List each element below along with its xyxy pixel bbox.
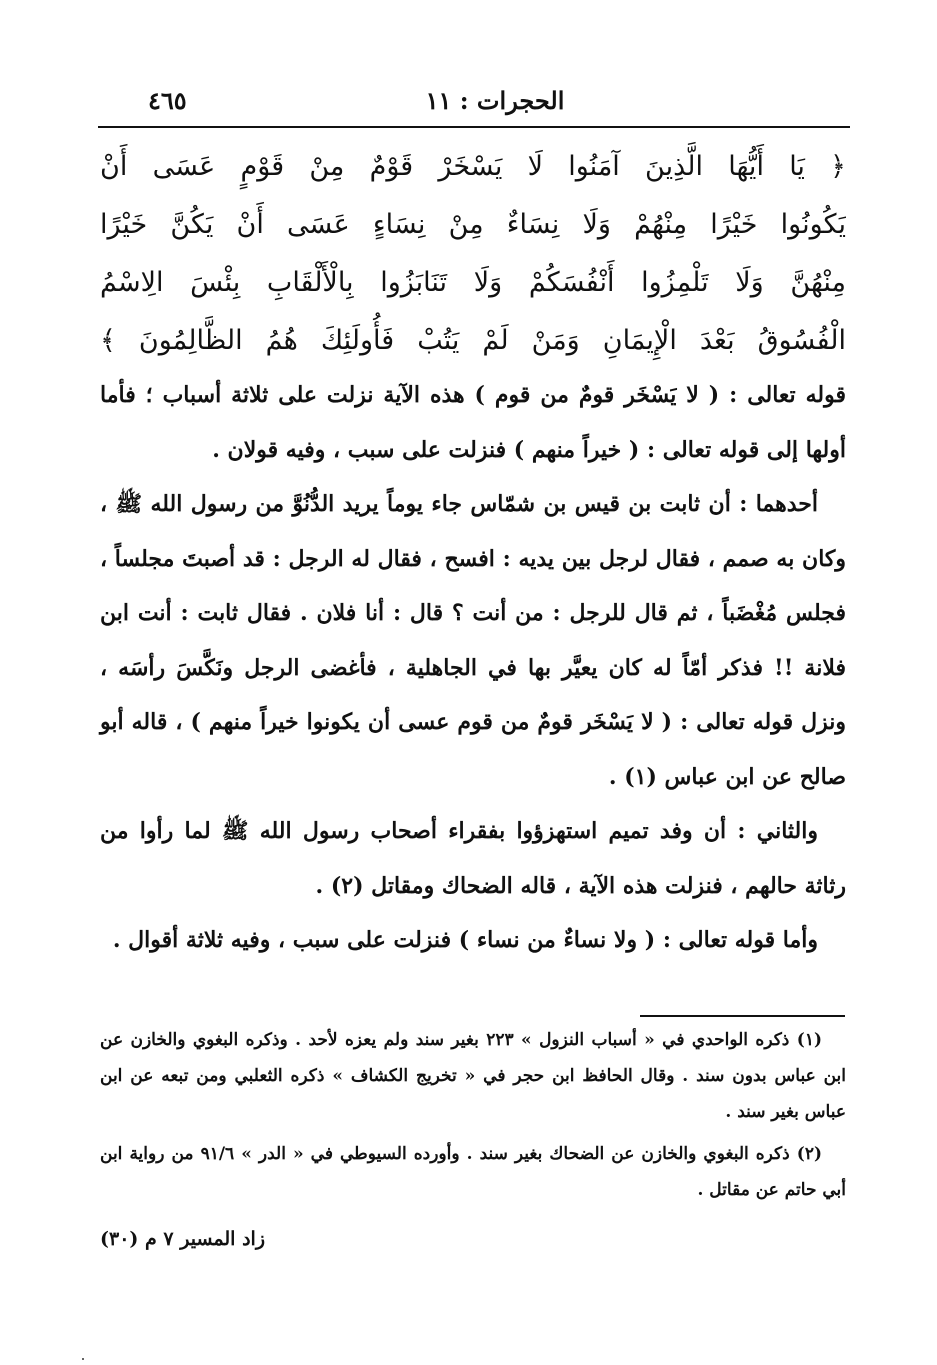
commentary-paragraph: قوله تعالى : ( لا يَسْخَر قومٌ من قوم ) هذه الآية نزلت على ثلاثة أسباب ؛ فأما أولها إلى قوله تعالى : ( خيراً منهم ) فنزلت على سبب ، وفيه قولان . xyxy=(100,382,846,463)
verse-line: ﴿ يَا أَيُّهَا الَّذِينَ آمَنُوا لَا يَسْخَرْ قَوْمٌ مِنْ قَوْمٍ عَسَى أَنْ xyxy=(100,151,846,182)
commentary-paragraph: والثاني : أن وفد تميم استهزؤوا بفقراء أصحاب رسول الله ﷺ لما رأوا من رثاثة حالهم ، فنزلت هذه الآية ، قاله الضحاك ومقاتل (٢) . xyxy=(100,818,846,899)
footnote: (٢) ذكره البغوي والخازن عن الضحاك بغير سند . وأورده السيوطي في « الدر » ٩١/٦ من رواية ابن أبي حاتم عن مقاتل . xyxy=(100,1144,846,1200)
footnote-rule xyxy=(640,1015,845,1017)
print-signature: زاد المسير ٧ م (٣٠) xyxy=(100,1228,265,1250)
page-number: ٤٦٥ xyxy=(148,86,187,115)
header-rule xyxy=(98,126,850,128)
verse-line: الْفُسُوقُ بَعْدَ الْإِيمَانِ وَمَنْ لَمْ يَتُبْ فَأُولَئِكَ هُمُ الظَّالِمُونَ ﴾ xyxy=(100,325,846,356)
commentary-paragraph: وأما قوله تعالى : ( ولا نساءٌ من نساء ) فنزلت على سبب ، وفيه ثلاثة أقوال . xyxy=(112,927,818,953)
verse-line: يَكُونُوا خَيْرًا مِنْهُمْ وَلَا نِسَاءٌ مِنْ نِسَاءٍ عَسَى أَنْ يَكُنَّ خَيْرًا xyxy=(100,209,846,240)
quran-verse xyxy=(100,138,846,370)
footnote: (١) ذكره الواحدي في « أسباب النزول » ٢٢٣ بغير سند ولم يعزه لأحد . وذكره البغوي والخازن عن ابن عباس بدون سند . وقال الحافظ ابن حجر في « تخريج الكشاف » ذكره الثعلبي ومن تبعه عن ابن عباس بغير سند . xyxy=(100,1030,846,1122)
commentary-body xyxy=(100,368,846,968)
verse-line: مِنْهُنَّ وَلَا تَلْمِزُوا أَنْفُسَكُمْ وَلَا تَنَابَزُوا بِالْأَلْقَابِ بِئْسَ الِاسْمُ xyxy=(100,267,846,298)
running-title: الحجرات : ١١ xyxy=(425,86,565,115)
commentary-paragraph: أحدهما : أن ثابت بن قيس بن شمّاس جاء يوماً يريد الدُّنُوَّ من رسول الله ﷺ ، وكان به صمم ، فقال لرجل بين يديه : افسح ، فقال له الرجل : قد أصبتَ مجلساً ، فجلس مُغْضَباً ، ثم قال للرجل : من أنت ؟ قال : أنا فلان . فقال ثابت : أنت ابن فلانة !! فذكر أمّاً له كان يعيَّر بها في الجاهلية ، فأغضى الرجل ونَكَّسَ رأسَه ، ونزل قوله تعالى : ( لا يَسْخَر قومٌ من قوم عسى أن يكونوا خيراً منهم ) ، قاله أبو صالح عن ابن عباس (١) . xyxy=(100,491,846,790)
scan-speck xyxy=(82,1358,84,1360)
page-header xyxy=(140,80,850,120)
footnotes xyxy=(100,1022,846,1214)
